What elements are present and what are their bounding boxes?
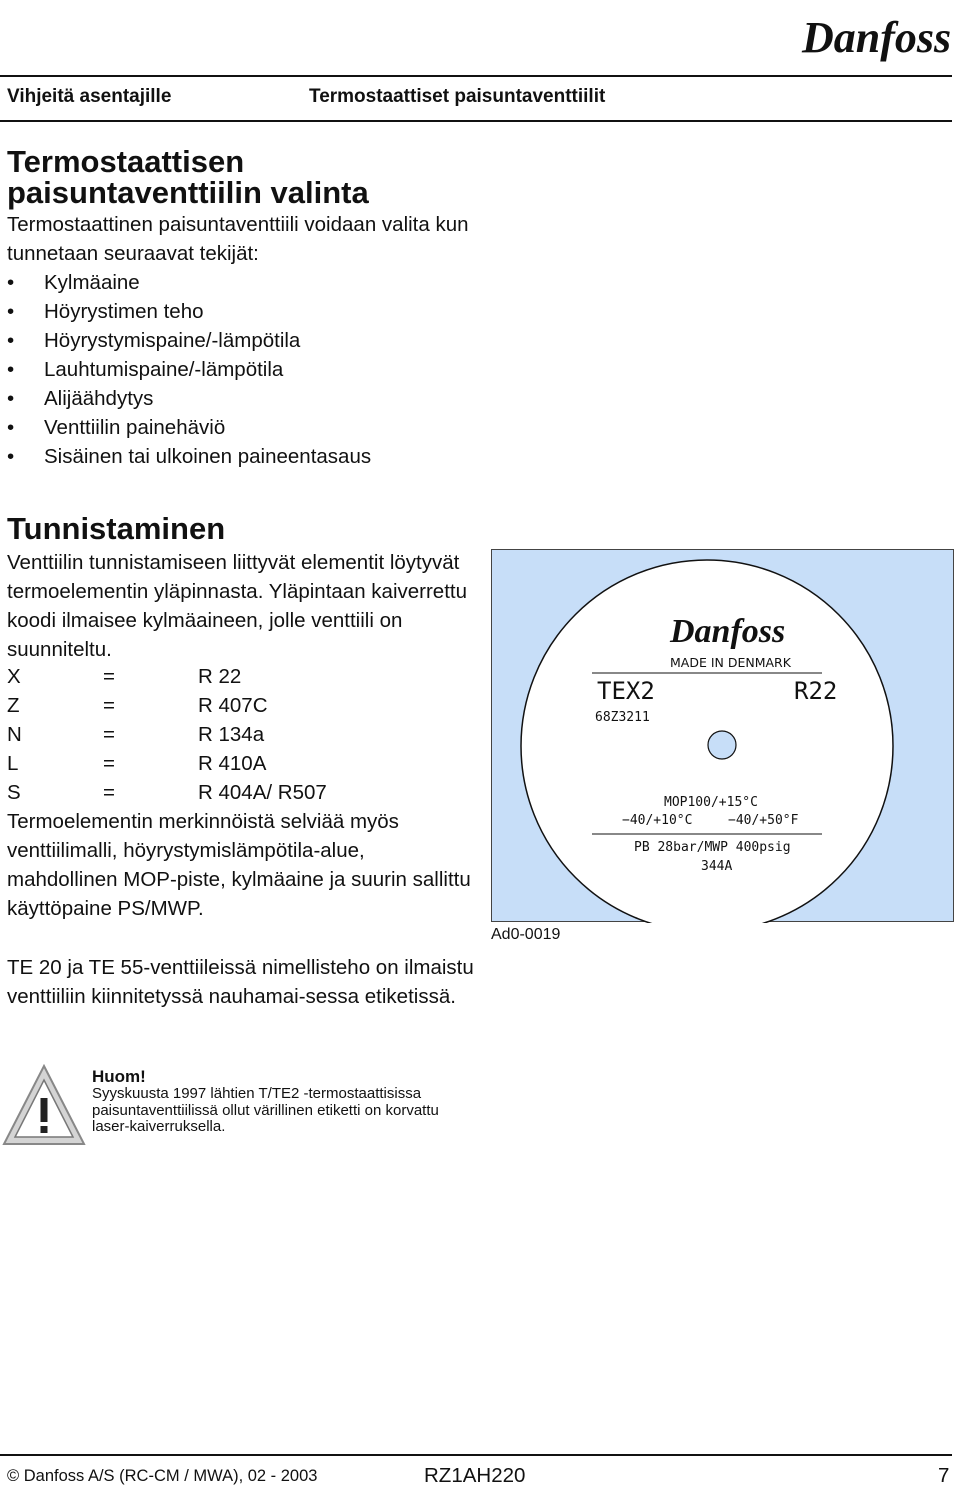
code-refrigerant: R 134a: [198, 723, 265, 746]
code-letter: S: [7, 781, 21, 804]
warning-icon: [2, 1064, 86, 1153]
section-heading-tunnistaminen: Tunnistaminen: [7, 511, 226, 546]
label-range-f: −40/+50°F: [728, 813, 799, 828]
section-heading-valinta: [7, 146, 369, 208]
list-item: • Alijäähdytys: [7, 384, 371, 413]
footer-page-number: 7: [938, 1464, 950, 1487]
label-code: 344A: [701, 859, 733, 874]
code-letter: N: [7, 723, 22, 746]
list-item: • Kylmäaine: [7, 268, 371, 297]
logo-text: Danfoss: [802, 13, 952, 62]
footer-doc-code: RZ1AH220: [424, 1464, 526, 1487]
code-equals: =: [103, 665, 115, 688]
figure-caption: Ad0-0019: [491, 926, 561, 943]
code-refrigerant: R 410A: [198, 752, 267, 775]
te-note-paragraph: TE 20 ja TE 55-venttiileissä nimellisteho on ilmaistu venttiiliin kiinnitetyssä nauhamai-sessa etiketissä.: [7, 956, 474, 1008]
list-item: • Venttiilin painehäviö: [7, 413, 371, 442]
code-refrigerant: R 407C: [198, 694, 268, 717]
label-hole: [708, 731, 736, 759]
refrigerant-code-table: [7, 662, 467, 807]
list-item: • Höyrystimen teho: [7, 297, 371, 326]
header-rule-bottom: [0, 120, 952, 122]
label-part-no: 68Z3211: [595, 710, 650, 725]
code-equals: =: [103, 694, 115, 717]
header-right-title: Termostaattiset paisuntaventtiilit: [309, 86, 606, 107]
label-pressure: PB 28bar/MWP 400psig: [634, 840, 791, 855]
code-row: [7, 691, 467, 720]
note-title: Huom!: [92, 1067, 146, 1086]
intro-paragraph: Termostaattinen paisuntaventtiili voidaan valita kun tunnetaan seuraavat tekijät:: [7, 213, 469, 265]
identification-paragraph: Venttiilin tunnistamiseen liittyvät elementit löytyvät termoelementin yläpinnasta. Yläpintaan kaiverrettu koodi ilmaisee kylmäaineen, jolle venttiili on suunniteltu.: [7, 551, 467, 661]
code-letter: X: [7, 665, 21, 688]
code-row: [7, 720, 467, 749]
header-rule: [0, 75, 952, 77]
code-refrigerant: R 22: [198, 665, 242, 688]
factor-list: [7, 268, 371, 471]
code-letter: Z: [7, 694, 20, 717]
code-row: [7, 749, 467, 778]
code-row: [7, 662, 467, 691]
code-row: [7, 778, 467, 807]
list-item: • Lauhtumispaine/-lämpötila: [7, 355, 371, 384]
note-text: Syyskuusta 1997 lähtien T/TE2 -termostaattisissa paisuntaventtiilissä ollut värillinen etiketti on korvattu laser-kaiverruksella.: [92, 1085, 439, 1135]
label-refrigerant: R22: [794, 677, 838, 705]
heading-line-2: paisuntaventtiilin valinta: [7, 175, 369, 210]
heading-line-1: Termostaattisen: [7, 144, 245, 179]
code-letter: L: [7, 752, 19, 775]
list-item: • Höyrystymispaine/-lämpötila: [7, 326, 371, 355]
valve-label-figure: [491, 549, 954, 922]
label-made-in: MADE IN DENMARK: [670, 655, 791, 670]
list-item: • Sisäinen tai ulkoinen paineentasaus: [7, 442, 371, 471]
code-equals: =: [103, 781, 115, 804]
code-equals: =: [103, 752, 115, 775]
markings-paragraph: Termoelementin merkinnöistä selviää myös venttiilimalli, höyrystymislämpötila-alue, mahdollinen MOP-piste, kylmäaine ja suurin sallittu käyttöpaine PS/MWP.: [7, 810, 471, 920]
code-equals: =: [103, 723, 115, 746]
danfoss-logo: [800, 10, 952, 71]
label-mop: MOP100/+15°C: [664, 795, 758, 810]
label-logo: Danfoss: [670, 613, 786, 650]
header-left-title: Vihjeitä asentajille: [7, 86, 172, 107]
footer-copyright: © Danfoss A/S (RC-CM / MWA), 02 - 2003: [7, 1467, 318, 1485]
footer-rule: [0, 1454, 952, 1456]
label-range-c: −40/+10°C: [622, 813, 693, 828]
code-refrigerant: R 404A/ R507: [198, 781, 327, 804]
label-model: TEX2: [597, 677, 655, 705]
